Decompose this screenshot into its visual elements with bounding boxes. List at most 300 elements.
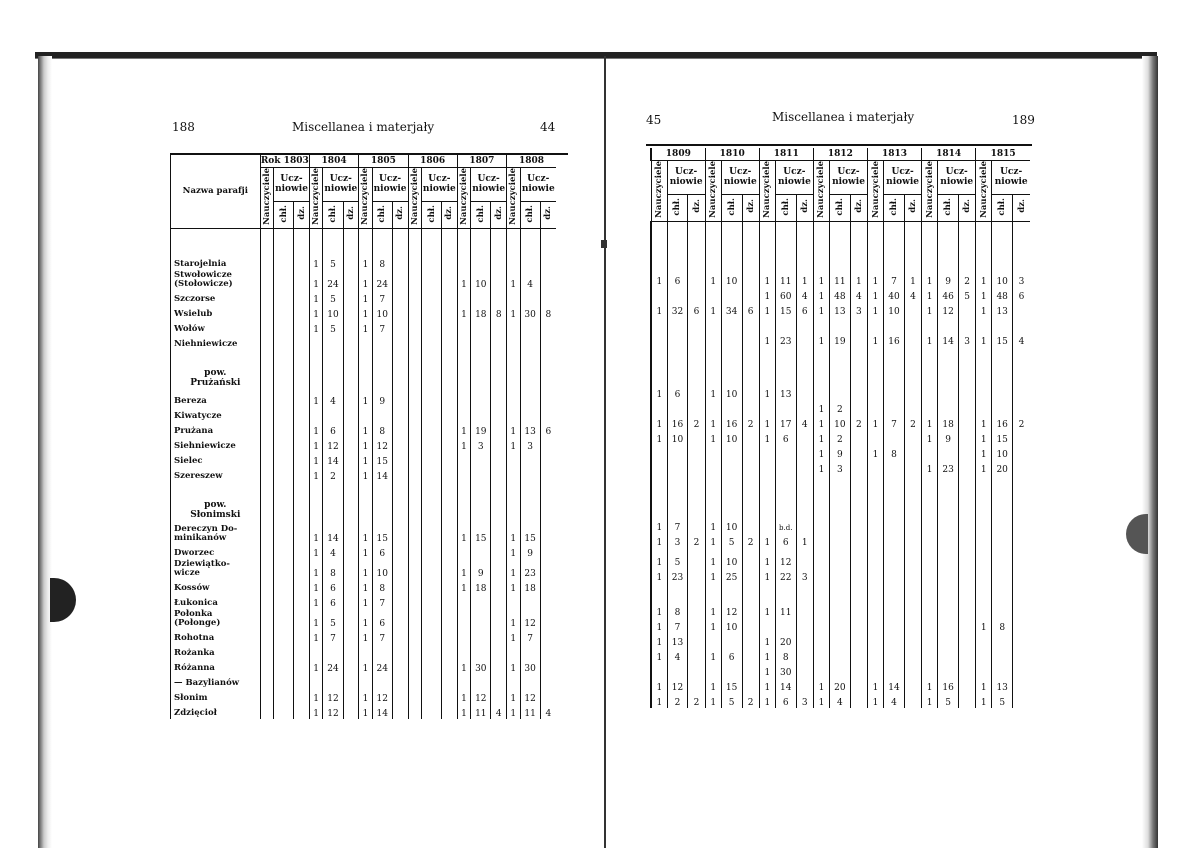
teachers-label: Nauczyciele [924,161,935,218]
table-cell [408,609,421,629]
table-row [171,674,557,689]
table-cell [742,267,759,287]
table-cell: 1 [813,693,829,708]
table-cell [705,583,721,598]
table-cell [442,594,458,609]
right-page-issue-number: 45 [646,113,662,127]
table-cell [442,544,458,559]
table-cell [667,460,688,475]
table-cell [343,467,359,482]
parish-name: Wsielub [171,305,261,320]
table-cell: 11 [775,598,796,618]
table-cell [442,704,458,719]
table-cell: 1 [651,568,667,583]
table-cell: 1 [457,559,470,579]
table-cell [651,317,667,332]
table-cell: 1 [309,579,322,594]
table-cell [813,583,829,598]
table-cell [688,568,705,583]
table-cell [759,513,775,533]
table-cell [274,659,294,674]
table-cell: 4 [323,392,343,407]
district-heading: pow. Słonimski [171,482,261,524]
table-cell: 6 [688,302,705,317]
table-cell [796,648,813,663]
table-cell [1013,583,1030,598]
table-cell: 1 [904,267,921,287]
table-cell [742,430,759,445]
parish-name: Stwołowicze (Stołowicze) [171,270,261,290]
table-cell [1013,513,1030,533]
table-cell [759,618,775,633]
table-cell [392,524,408,544]
table-cell: 1 [705,598,721,618]
table-cell [1013,445,1030,460]
table-cell: 1 [796,533,813,548]
table-cell: 18 [938,415,959,430]
table-cell [922,633,938,648]
table-cell [904,385,921,400]
table-cell [688,618,705,633]
pupils-column-header: Ucz- niowie [721,161,759,195]
teachers-column-header [651,161,667,222]
table-cell: 1 [759,568,775,583]
table-cell [260,609,273,629]
year-header: 1805 [359,155,408,168]
table-cell [343,392,359,407]
table-row [171,644,557,659]
table-cell [938,513,959,533]
table-cell [442,422,458,437]
table-cell [1013,400,1030,415]
table-cell: 1 [867,693,883,708]
table-cell: 5 [721,693,742,708]
table-cell [884,385,905,400]
spine-mark [601,240,607,248]
table-cell [520,320,540,335]
table-cell [392,689,408,704]
year-header: 1807 [457,155,506,168]
table-cell [392,255,408,270]
table-cell [651,287,667,302]
table-cell [359,644,372,659]
table-cell: 48 [992,287,1013,302]
parish-name: Prużana [171,422,261,437]
left-scan-edge [38,56,52,848]
table-cell: 7 [884,267,905,287]
table-cell [922,513,938,533]
table-cell [471,609,491,629]
table-cell: 1 [759,633,775,648]
table-row [171,392,557,407]
table-cell [796,633,813,648]
table-cell [392,609,408,629]
table-cell [457,674,470,689]
year-header: 1811 [759,148,813,161]
table-cell [688,460,705,475]
table-cell: 1 [867,332,883,347]
table-cell [992,633,1013,648]
boys-label: chł. [997,197,1008,216]
table-cell [372,335,392,350]
table-cell [938,317,959,332]
table-cell [796,400,813,415]
table-cell [958,548,975,568]
boys-column-header [830,194,851,221]
table-cell: 1 [507,544,520,559]
table-cell [688,513,705,533]
table-cell: 6 [775,533,796,548]
table-cell [421,305,441,320]
table-cell [408,270,421,290]
table-cell [520,407,540,422]
table-row [651,385,1030,400]
table-cell [309,644,322,659]
table-cell [813,663,829,678]
table-cell [540,559,556,579]
table-cell [274,467,294,482]
table-cell [260,644,273,659]
table-cell: 1 [359,437,372,452]
year-header: 1809 [651,148,705,161]
year-header-row [171,155,557,168]
girls-label: dz. [907,199,918,214]
table-cell: 1 [705,618,721,633]
table-cell [274,422,294,437]
table-cell [813,317,829,332]
table-cell [294,659,310,674]
table-cell [884,568,905,583]
table-cell [421,559,441,579]
table-cell: 1 [705,693,721,708]
table-cell [471,594,491,609]
table-cell: 12 [721,598,742,618]
teachers-label: Nauczyciele [360,168,371,225]
table-cell [958,678,975,693]
table-cell [294,524,310,544]
table-cell [408,437,421,452]
table-cell [830,252,851,267]
table-cell [992,317,1013,332]
girls-label: dz. [444,206,455,221]
table-cell [688,252,705,267]
table-cell: 1 [976,430,992,445]
table-cell: 1 [651,302,667,317]
boys-label: chł. [834,197,845,216]
table-cell: 3 [830,460,851,475]
right-binder-clip [1126,514,1148,554]
table-cell [260,437,273,452]
table-cell [813,568,829,583]
table-cell [742,513,759,533]
table-cell [992,548,1013,568]
pupils-column-header: Ucz- niowie [775,161,813,195]
table-row [651,430,1030,445]
table-cell [705,287,721,302]
table-cell [421,255,441,270]
table-cell: 34 [721,302,742,317]
parish-name: Łukonica [171,594,261,609]
girls-label: dz. [493,206,504,221]
table-cell [471,290,491,305]
table-cell [442,320,458,335]
table-cell: 1 [651,678,667,693]
table-cell [343,689,359,704]
table-cell [274,290,294,305]
table-cell [540,544,556,559]
table-cell: 1 [867,415,883,430]
table-cell: 15 [721,678,742,693]
girls-column-header [491,201,507,228]
table-cell: 12 [520,689,540,704]
table-cell [1013,302,1030,317]
table-cell: 3 [1013,267,1030,287]
table-cell: 8 [884,445,905,460]
teachers-label: Nauczyciele [762,161,773,218]
table-row [171,594,557,609]
table-cell [408,644,421,659]
teachers-column-header [457,168,470,229]
table-cell: 12 [938,302,959,317]
table-cell [721,252,742,267]
table-cell [938,598,959,618]
teachers-column-header [359,168,372,229]
table-cell: 14 [323,524,343,544]
table-cell [421,452,441,467]
table-cell [688,430,705,445]
table-cell [408,674,421,689]
teachers-column-header [507,168,520,229]
table-cell [343,320,359,335]
teachers-column-header [408,168,421,229]
table-cell [323,674,343,689]
table-cell [796,513,813,533]
table-cell [904,430,921,445]
boys-column-header [323,201,343,228]
girls-label: dz. [296,206,307,221]
table-cell [421,467,441,482]
girls-column-header [1013,194,1030,221]
table-cell [260,594,273,609]
table-cell: 1 [976,693,992,708]
table-cell: 1 [922,287,938,302]
table-cell [705,317,721,332]
table-row [171,629,557,644]
table-cell: 13 [992,302,1013,317]
table-cell [520,674,540,689]
table-cell: 14 [884,678,905,693]
table-cell: 15 [775,302,796,317]
table-cell [721,460,742,475]
table-cell [491,270,507,290]
table-cell [421,629,441,644]
table-cell [992,513,1013,533]
table-cell [705,252,721,267]
table-cell [274,704,294,719]
table-cell [884,513,905,533]
parish-name: Wołów [171,320,261,335]
table-row [651,460,1030,475]
table-cell [294,704,310,719]
table-cell [667,332,688,347]
table-cell [850,400,867,415]
table-row [171,689,557,704]
table-cell [392,290,408,305]
table-cell [830,568,851,583]
table-cell: 1 [813,267,829,287]
year-header: 1810 [705,148,759,161]
table-cell [850,332,867,347]
table-cell: 4 [323,544,343,559]
table-cell [491,407,507,422]
table-cell [457,467,470,482]
table-cell [408,392,421,407]
table-cell [705,663,721,678]
table-cell [442,255,458,270]
table-cell: 19 [830,332,851,347]
table-cell [830,583,851,598]
table-cell [540,659,556,674]
table-cell [813,633,829,648]
table-row [171,609,557,629]
teachers-label: Nauczyciele [978,161,989,218]
pupils-column-header: Ucz- niowie [323,168,359,202]
girls-column-header [343,201,359,228]
boys-label: chł. [780,197,791,216]
table-cell: 15 [520,524,540,544]
table-cell [457,407,470,422]
table-cell [421,594,441,609]
table-cell: 1 [507,559,520,579]
table-cell: 9 [372,392,392,407]
teachers-column-header [705,161,721,222]
table-cell [457,255,470,270]
table-cell: 1 [976,678,992,693]
table-cell [850,648,867,663]
table-cell [688,287,705,302]
year-header-row [651,148,1030,161]
table-cell: 4 [667,648,688,663]
table-cell [867,583,883,598]
table-cell [688,400,705,415]
pupils-column-header: Ucz- niowie [830,161,868,195]
table-cell: 6 [372,609,392,629]
year-header: 1804 [309,155,358,168]
table-cell [491,255,507,270]
table-cell: 1 [359,689,372,704]
table-cell: 6 [540,422,556,437]
table-cell [343,305,359,320]
parish-name: Sielec [171,452,261,467]
table-cell [688,385,705,400]
subheader-row [651,161,1030,195]
table-cell [274,559,294,579]
table-cell [421,689,441,704]
table-cell [922,583,938,598]
table-cell [274,407,294,422]
table-cell [442,659,458,674]
table-cell [408,544,421,559]
table-cell: 11 [471,704,491,719]
table-cell [651,663,667,678]
table-cell [540,392,556,407]
table-cell: 1 [309,609,322,629]
table-cell: 1 [309,594,322,609]
table-row [171,255,557,270]
table-cell [850,583,867,598]
table-cell [343,422,359,437]
table-cell [867,548,883,568]
table-cell [958,618,975,633]
table-cell [471,452,491,467]
table-cell: 4 [830,693,851,708]
table-cell [651,400,667,415]
table-cell: 13 [775,385,796,400]
table-cell [421,422,441,437]
table-row [651,287,1030,302]
table-cell: 1 [309,320,322,335]
table-cell [294,467,310,482]
table-cell [274,437,294,452]
table-cell: 1 [359,467,372,482]
teachers-column-header [260,168,273,229]
table-cell [294,437,310,452]
table-cell: 3 [471,437,491,452]
table-cell: 1 [813,678,829,693]
table-cell [457,609,470,629]
table-cell [507,255,520,270]
table-cell [850,445,867,460]
table-cell [260,255,273,270]
table-cell: 1 [867,445,883,460]
table-row [171,467,557,482]
table-cell [294,579,310,594]
table-cell: 1 [922,415,938,430]
table-cell [775,400,796,415]
table-cell: 1 [507,579,520,594]
table-cell [309,407,322,422]
table-cell [922,445,938,460]
table-cell: 1 [759,332,775,347]
table-cell [274,524,294,544]
table-cell: 1 [705,568,721,583]
table-cell: 1 [309,704,322,719]
table-cell [491,524,507,544]
table-cell [850,460,867,475]
table-cell [274,305,294,320]
table-cell: 24 [323,659,343,674]
table-cell: 10 [323,305,343,320]
table-cell [884,663,905,678]
table-cell: 9 [471,559,491,579]
table-cell: 1 [651,385,667,400]
table-cell [742,648,759,663]
table-cell [540,689,556,704]
table-cell [667,663,688,678]
table-cell [992,252,1013,267]
table-cell [507,407,520,422]
table-cell [651,332,667,347]
table-cell: 1 [867,287,883,302]
table-cell [867,430,883,445]
table-cell [260,524,273,544]
table-cell: 23 [667,568,688,583]
table-cell: 1 [651,633,667,648]
parish-name: Rożanka [171,644,261,659]
table-cell [904,693,921,708]
table-cell [392,392,408,407]
boys-column-header [471,201,491,228]
